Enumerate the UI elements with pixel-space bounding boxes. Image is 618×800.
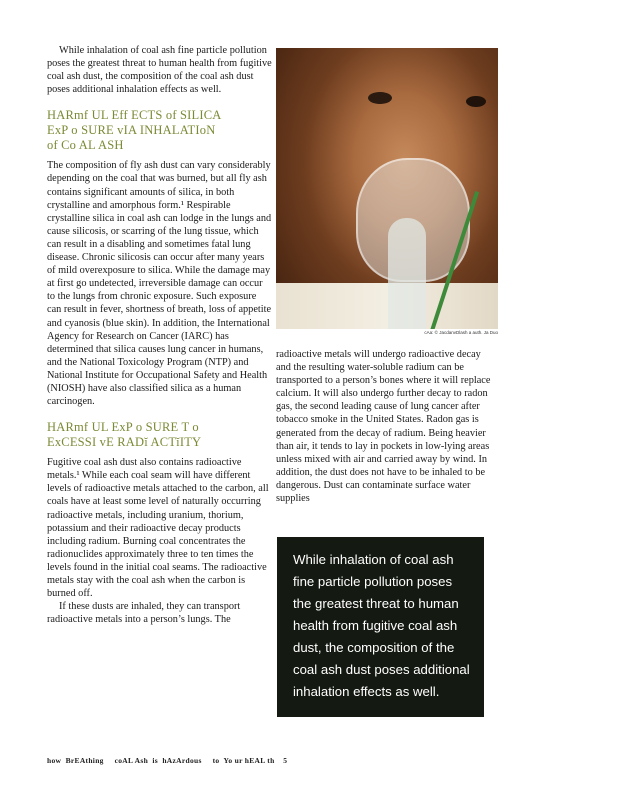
page-footer: how BrEAthing coAL Ash is hAzArdous to Yo ur hEAL th 5 [47, 756, 288, 765]
silica-paragraph: The composition of fly ash dust can vary considerably depending on the coal that was burned, but all fly ash contains significant amounts of silica, in both crystalline and amorphous form.¹ Respirable crystalline silica in coal ash can lodge in the lungs and cause silicosis, or scarring of the lung tissue, which can result in a disabling and sometimes fatal lung disease. Chronic silicosis can occur after many years of mild overexposure to silica. While the damage may at first go undetected, irreversible damage can occur to the lungs from chronic exposure. Such exposure can result in fever, shortness of breath, loss of appetite and cyanosis (blue skin). In addition, the International Agency for Research on Cancer (IARC) has determined that silica causes lung cancer in humans, and the National Toxicology Program (NTP) and National Institute for Occupational Safety and Health (NIOSH) have also classified silica as a human carcinogen. [47, 160, 272, 408]
pull-quote-text: While inhalation of coal ash fine particle pollution poses the greatest threat to human health from fugitive coal ash dust, the composition of the coal ash dust poses additional inhalation effects as well. [293, 552, 470, 699]
radioactivity-paragraph: Fugitive coal ash dust also contains radioactive metals.¹ While each coal seam will have different levels of radioactive metals attached to the carbon, all coals have at least some level of naturally occurring radioactive metals, including uranium, thorium, potassium and their radioactive decay products including radium. Burning coal concentrates the radionuclides approximately three to ten times the levels found in the initial coal seams. The radioactive metals stay with the coal ash when the carbon is burned off. [47, 457, 269, 600]
pull-quote [277, 537, 484, 717]
heading-silica [47, 108, 273, 153]
child-nebulizer-photo [276, 48, 498, 329]
heading-radioactivity [47, 420, 273, 450]
right-column [276, 348, 494, 505]
continuation-paragraph: radioactive metals will undergo radioactive decay and the resulting water-soluble radium can be transported to a person’s bones where it will replace calcium. It will also undergo further decay to radon gas, the second leading cause of lung cancer after tobacco smoke in the United States. Radon gas is generated from the decay of radium. Being heavier than air, it tends to lay in pockets in low-lying areas unless mixed with air and carried away by wind. In addition, the dust does not have to be inhaled to be dangerous. Dust can contaminate surface water supplies [276, 349, 491, 505]
photo-blanket [276, 283, 498, 329]
heading-silica-line2: ExP o SURE vIA INHALATIoN [47, 123, 216, 138]
photo-tube [388, 218, 426, 329]
heading-radioactivity-line1: HARmf UL ExP o SURE T o [47, 420, 199, 435]
photo-eye-right [466, 96, 486, 107]
intro-paragraph: While inhalation of coal ash fine particle pollution poses the greatest threat to human health from fugitive coal ash dust, the composition of the coal ash dust poses additional inhalation effects as well. [47, 45, 272, 96]
photo-eye-left [368, 92, 392, 104]
left-column [47, 44, 273, 626]
heading-silica-line3: of Co AL ASH [47, 138, 124, 153]
heading-silica-line1: HARmf UL Eff ECTS of SILICA [47, 108, 222, 123]
radioactivity-paragraph-2: If these dusts are inhaled, they can transport radioactive metals into a person’s lungs. The [47, 601, 241, 626]
photo-credit: cAa: © JacdanvDlash a auth. Ja Duo [424, 330, 498, 335]
heading-radioactivity-line2: ExCESSI vE RADĭ ACTĭITY [47, 435, 202, 450]
